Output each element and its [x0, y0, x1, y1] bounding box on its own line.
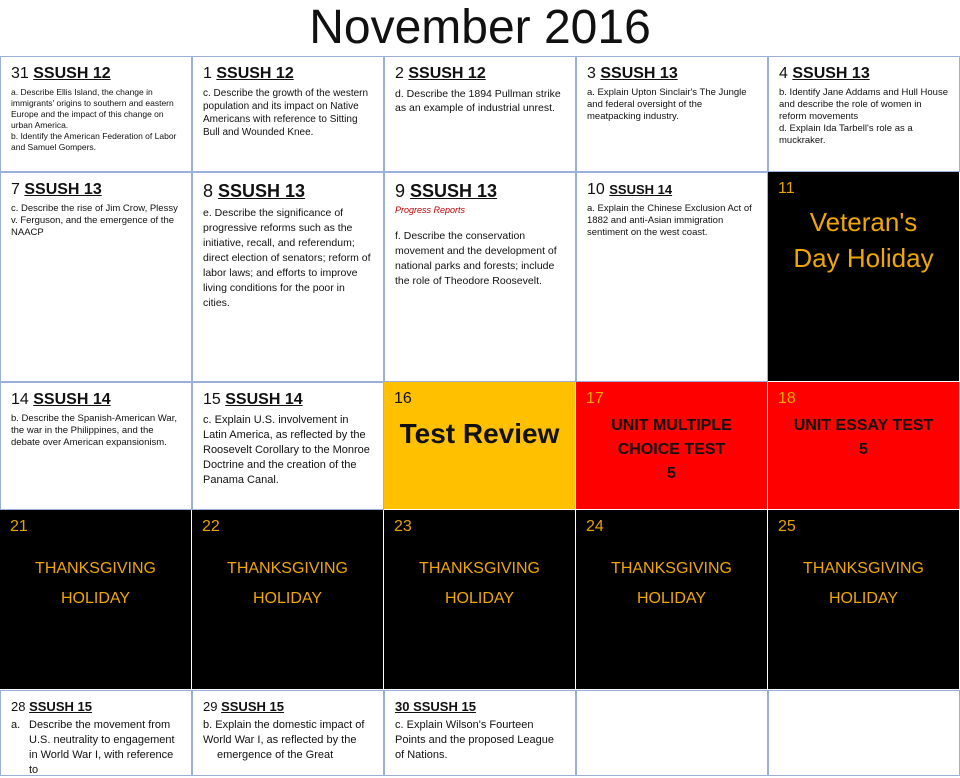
day-cell-29 — [192, 690, 384, 776]
day-cell-9 — [384, 172, 576, 382]
standard-text: a. Describe Ellis Island, the change in immigrants' origins to southern and eastern Europe and the impact of this change on urban America. b. Identify the American Federation of Labor and Samuel Gompers. — [11, 87, 177, 152]
progress-reports-note: Progress Reports — [395, 205, 466, 215]
empty-cell — [576, 690, 768, 776]
day-cell-30 — [384, 690, 576, 776]
day-cell-31 — [0, 56, 192, 172]
day-number: 22 — [202, 518, 220, 535]
empty-cell — [768, 690, 960, 776]
standard-text: f. Describe the conservation movement and the development of national parks and forests; include the role of Theodore Roosevelt. — [395, 230, 557, 287]
holiday-label: THANKSGIVING HOLIDAY — [35, 560, 156, 607]
holiday-label: Veteran's Day Holiday — [793, 207, 934, 273]
standard-text: e. Describe the significance of progressive reforms such as the initiative, recall, and referendum; direct election of senators; reform of labor laws; and efforts to improve living conditions for the poor in cities. — [203, 207, 371, 309]
day-header: 14 SSUSH 14 — [11, 391, 111, 408]
day-number: 17 — [586, 390, 604, 407]
standard-text: b. Explain the domestic impact of World War I, as reflected by the emergence of the Great — [203, 719, 365, 761]
day-cell-7 — [0, 172, 192, 382]
test-label: UNIT MULTIPLE CHOICE TEST 5 — [611, 417, 732, 482]
day-number: 21 — [10, 518, 28, 535]
day-cell-24 — [576, 510, 768, 690]
day-cell-28 — [0, 690, 192, 776]
day-header: 29 SSUSH 15 — [203, 699, 284, 714]
standard-text: c. Describe the rise of Jim Crow, Plessy v. Ferguson, and the emergence of the NAACP — [11, 203, 178, 238]
day-header: 4 SSUSH 13 — [779, 65, 870, 82]
day-cell-10 — [576, 172, 768, 382]
day-cell-4 — [768, 56, 960, 172]
day-number: 24 — [586, 518, 604, 535]
day-header: 30 SSUSH 15 — [395, 699, 476, 714]
standard-text: a. Explain Upton Sinclair's The Jungle and federal oversight of the meatpacking industry. — [587, 87, 747, 122]
calendar-grid — [0, 56, 960, 776]
day-cell-23 — [384, 510, 576, 690]
day-header: 15 SSUSH 14 — [203, 391, 303, 408]
day-cell-1 — [192, 56, 384, 172]
day-header: 7 SSUSH 13 — [11, 181, 102, 198]
holiday-label: THANKSGIVING HOLIDAY — [419, 560, 540, 607]
page-title: November 2016 — [309, 1, 651, 54]
day-cell-14 — [0, 382, 192, 510]
day-number: 16 — [394, 390, 412, 407]
day-header: 3 SSUSH 13 — [587, 65, 678, 82]
day-number: 18 — [778, 390, 796, 407]
day-header: 10 SSUSH 14 — [587, 181, 673, 198]
day-header: 28 SSUSH 15 — [11, 699, 92, 714]
day-cell-17 — [576, 382, 768, 510]
day-cell-11 — [768, 172, 960, 382]
standard-text: c. Explain U.S. involvement in Latin America, as reflected by the Roosevelt Corollary to the Monroe Doctrine and the creation of the Panama Canal. — [203, 414, 370, 486]
day-cell-16 — [384, 382, 576, 510]
day-header: 8 SSUSH 13 — [203, 181, 306, 201]
day-cell-15 — [192, 382, 384, 510]
standard-list: a. Describe the movement from U.S. neutrality to engagement in World War I, with reference to — [11, 719, 175, 776]
holiday-label: THANKSGIVING HOLIDAY — [611, 560, 732, 607]
day-cell-2 — [384, 56, 576, 172]
day-number: 11 — [778, 180, 795, 197]
day-number: 23 — [394, 518, 412, 535]
day-cell-3 — [576, 56, 768, 172]
day-number: 25 — [778, 518, 796, 535]
day-cell-22 — [192, 510, 384, 690]
day-header: 31 SSUSH 12 — [11, 65, 111, 82]
standard-text: b. Identify Jane Addams and Hull House and describe the role of women in reform movements d. Explain Ida Tarbell's role as a muckraker. — [779, 87, 948, 146]
day-cell-18 — [768, 382, 960, 510]
standard-text: c. Describe the growth of the western population and its impact on Native Americans with reference to Sitting Bull and Wounded Knee. — [203, 88, 369, 138]
standard-text: a. Explain the Chinese Exclusion Act of 1882 and anti-Asian immigration sentiment on the west coast. — [587, 203, 752, 238]
holiday-label: THANKSGIVING HOLIDAY — [803, 560, 924, 607]
standard-text: d. Describe the 1894 Pullman strike as an example of industrial unrest. — [395, 88, 561, 114]
day-header: 2 SSUSH 12 — [395, 65, 486, 82]
day-header: 9 SSUSH 13 — [395, 181, 498, 201]
test-review-label: Test Review — [399, 418, 560, 449]
day-cell-25 — [768, 510, 960, 690]
holiday-label: THANKSGIVING HOLIDAY — [227, 560, 348, 607]
day-header: 1 SSUSH 12 — [203, 65, 294, 82]
day-cell-8 — [192, 172, 384, 382]
day-cell-21 — [0, 510, 192, 690]
standard-text: b. Describe the Spanish-American War, the war in the Philippines, and the debate over American expansionism. — [11, 413, 177, 448]
standard-text: c. Explain Wilson's Fourteen Points and the proposed League of Nations. — [395, 719, 555, 761]
test-label: UNIT ESSAY TEST 5 — [793, 417, 934, 458]
